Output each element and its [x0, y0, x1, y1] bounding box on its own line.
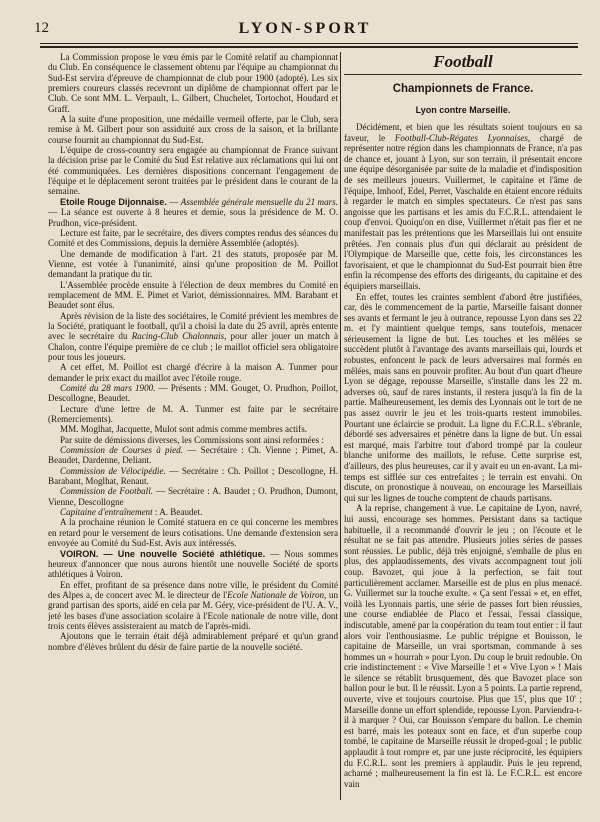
paragraph: A la suite d'une proposition, une médaille vermeil offerte, par le Club, sera remise à M. Gilbert pour son assiduité aux cross de la saison, et la brillante course fournit au championnat du Sud-Est.: [48, 114, 338, 145]
paragraph: MM. Moglhat, Jacquette, Mulot sont admis comme membres actifs.: [60, 424, 308, 435]
paragraph: En effet, profitant de sa présence dans notre ville, le président du Comité des Alpes a, de concert avec M. le directeur de l'Ecole Nationale de Voiron, un grand partisan des sports, aidé en cela par M. Géry, vice-président de l'U. A. V., jeté les bases d'une association scolaire à l'Ecole nationale de notre ville, dont trois cents élèves assisteraient au match de l'après-midi.: [48, 579, 338, 631]
club-heading: Etoile Rouge Dijonnaise.: [60, 196, 167, 207]
paragraph: Lecture est faite, par le secrétaire, des divers comptes rendus des séances du Comité et des Commissions, depuis la dernière Assemblée (adoptés).: [48, 227, 338, 249]
paragraph: Commission de Courses à pied. — Secrétaire : Ch. Vienne ; Pimet, A. Beaudet, Dardenne, Deliant.: [48, 445, 338, 466]
journal-title: LYON-SPORT: [238, 20, 372, 37]
paragraph: Commission de Vélocipédie. — Secrétaire : Ch. Poillot ; Descollogne, H. Barabant, Moglhat, Renaut.: [48, 465, 338, 487]
paragraph: Etoile Rouge Dijonnaise. — Assemblée générale mensuelle du 21 mars. — La séance est ouverte à 8 heures et demie, sous la présidence de M. O. Prudhon, vice-président.: [48, 196, 338, 228]
paragraph: A la reprise, changement à vue. Le capitaine de Lyon, navré, lui aussi, encourage ses hommes. Persistant dans sa tactique habituelle, il a recommandé d'ouvrir le jeu ; on l'écoute et le résultat ne se fait pas attendre. Plusieurs jolies séries de passes sont réussies. Le public, déjà très enjoigné, s'emballe de plus en plus, des applaudissements, des vivats accompagnent tout joli coup. Bavozet, qui joue à la perfection, se fait tout particulièrement acclamer. Marseille est de plus en plus menacé. G. Vuillermet sur la touche exulte. « Ça sent l'essai » et, en effet, voilà les Lyonnais partis, une série de passes fort bien réussies, une course endiablée de Placo et l'essai, l'essai classique, indiscutable, amené par la coopération du team tout entier : il faut alors voir l'enthousiasme. Le public trépigne et Bouisson, le capitaine de Marseille, un vrai sportsman, commande à ses hommes un « hourrah » pour Lyon. Du coup le bruit redouble. On crie indistinctement : « Vive Marseille ! et « Vive Lyon » ! Mais le silence se rétablit brusquement, dès que Bavozet place son ballon pour le but. Il le réussit. Lyon a 5 points. La partie reprend, ouverte, vive et toujours courtoise. Plus que 15', plus que 10' ; Marseille donne un effort splendide, repousse Lyon. Parviendra-t-il à marquer ? Oui, car Bouisson s'empare du ballon. Le chemin est barré, mais les poteaux sont en face, et d'un superbe coup tombé, le capitaine de Marseille réussit le droped-goal ; le public applaudit à tout rompre et, par une juste réciprocité, les équipiers du F.C.R.L. sont les premiers à applaudir. Puis le jeu reprend, acharné ; malheureusement la fin est là. Le F.C.R.L. est encore vain: [344, 503, 582, 789]
left-column: [48, 52, 338, 804]
paragraph: Commission de Football. — Secrétaire : A. Baudet ; O. Prudhon, Dumont, Vienne, Descollogne: [48, 486, 338, 507]
paragraph: Décidément, et bien que les résultats soient toujours en sa faveur, le Football-Club-Régates Lyonnaises, chargé de représenter notre région dans les championnats de France, n'a pas de chance et, jouant à Lyon, sur son terrain, il présentait encore une équipe désorganisée par suite de la maladie et d'indisposition de ses meilleurs joueurs. Vuillermet, le capitaine et l'âme de l'équipe, Imhoof, Edel, Perret, Vaschalde en étaient encore réduits à regarder le match en simples spectateurs. Ce n'est pas sans angoisse que les partisans et les amis du F.C.R.L. attendaient le coup d'envoi. Quoiqu'on en dise, Vuillermet n'était pas fier et ne manifestait pas les prétentions que les Marseillais lui ont ensuite prêtées. J'en connais plus d'un qui déclarait au président de l'Olympique de Marseille que, cette fois, les circonstances les favorisaient, et que le championnat du Sud-Est pourrait bien être enfin la récompense des efforts des dirigeants, du capitaine et des équipiers marseillais.: [344, 122, 582, 291]
right-column: [344, 52, 582, 804]
paragraph: Ajoutons que le terrain était déjà admirablement préparé et qu'un grand nombre d'élèves brûlent du désir de faire partie de la nouvelle société.: [48, 631, 338, 652]
paragraph: Lecture d'une lettre de M. A. Tunmer est faite par le secrétaire (Remerciements).: [48, 403, 338, 425]
article-subheading: Lyon contre Marseille.: [415, 105, 511, 115]
paragraph: La Commission propose le vœu émis par le Comité relatif au championnat du Club. En conséquence le classement obtenu par l'équipe au championnat du Sud-Est servira d'épreuve de championnat de club pour 1900 (adopté). Les six premiers coureurs classés recevront un diplôme de championnat offert par le Club. Ce sont MM. L. Verpault, L. Gilbert, Chuchelet, Tortochot, Houdard et Graff.: [48, 52, 338, 114]
header-rule-thick: [40, 46, 578, 48]
paragraph: Une demande de modification à l'art. 21 des statuts, proposée par M. Vienne, est votée à l'unanimité, ainsi qu'une proposition de M. Poillot demandant la pratique du tir.: [48, 248, 338, 280]
page-number: 12: [34, 20, 49, 36]
paragraph: En effet, toutes les craintes semblent d'abord être justifiées, car, dès le commencement de la partie, Marseille faisant donner ses avants et fermant le jeu à outrance, repousse Lyon dans ses 22 m. et l'y maintient quelque temps, sans toutefois, menacer sérieusement la ligne de but. Les touches et les mêlées se succèdent plutôt à l'avantage des avants marseillais qui, lourds et robustes, enfoncent le pack de leurs adversaires mal formés en mêlées, mais sans en pouvoir profiter. Au bout d'un quart d'heure Lyon se dégage, repousse Marseille, s'installe dans les 22 m. adverses où, sauf de rares instants, il restera jusqu'à la fin de la partie. Malheureusement, les demis des Lyonnais ont le tort de ne pas assez ouvrir le jeu et les trois-quarts restent immobiles. Pourtant une éclaircie se produit. La ligne du F.C.R.L. s'ébranle, débordé ses adversaires et pénètre dans la ligne de but. Un essai est marqué, mais l'arbitre tout d'abord trompé par la couleur blanche uniforme des maillots, le refuse. Cette surprise est, d'ailleurs, des plus heureuses, car il y avait eu un en-avant. La mi-temps est sifflée sur ces entrefaites ; le terrain est envahi. On discute, on pronostique à nouveau, on encourage les Marseillais qui sur les lignes de touche comptent de chauds partisans.: [344, 291, 582, 503]
section-title: Football: [344, 52, 582, 75]
paragraph: Par suite de démissions diverses, les Commissions sont ainsi reformées :: [60, 434, 324, 445]
paragraph: A la prochaine réunion le Comité statuera en ce qui concerne les membres en retard pour le versement de leurs cotisations. Une demande d'extension sera envoyée au Comité du Sud-Est. Avis aux intéressés.: [48, 517, 338, 549]
paragraph: VOIRON. — Une nouvelle Société athlétique. — Nous sommes heureux d'annoncer que nous aurons bientôt une nouvelle Société de sports athlétiques à Voiron.: [48, 548, 338, 580]
running-header: [28, 20, 582, 42]
voiron-heading: VOIRON. — Une nouvelle Société athlétique.: [60, 548, 266, 559]
paragraph: L'équipe de cross-country sera engagée au championnat de France suivant la décision prise par le Comité du Sud Est relative aux réclamations qui lui ont été communiquées. Les dernières dispositions concernant l'engagement de l'équipe et le déplacement seront traitées par le président dans le courant de la semaine.: [48, 145, 338, 197]
column-divider: [340, 52, 341, 800]
header-rule-thin: [40, 43, 578, 44]
paragraph: A cet effet, M. Poillot est chargé d'écrire à la maison A. Tunmer pour demander le prix exact du maillot avec l'étoile rouge.: [48, 362, 338, 383]
paragraph: Comité du 28 mars 1900. — Présents : MM. Gouget, O. Prudhon, Poillot, Descollogne, Beaudet.: [48, 383, 338, 404]
article-heading: Championnets de France.: [392, 83, 534, 95]
paragraph: Capitaine d'entraînement : A. Beaudet.: [60, 507, 203, 518]
paragraph: L'Assemblée procède ensuite à l'élection de deux membres du Comité en remplacement de MM. E. Pimet et Variot, démissionnaires. MM. Barabant et Beaudet sont élus.: [48, 279, 338, 311]
paragraph: Après révision de la liste des sociétaires, le Comité prévient les membres de la Société, pratiquant le football, qu'il a choisi la date du 25 avril, après entente avec le secrétaire du Racing-Club Chalonnais, pour aller jouer un match à Chalon, contre l'équipe première de ce club ; le maillot officiel sera obligatoire pour tous les joueurs.: [48, 310, 338, 362]
